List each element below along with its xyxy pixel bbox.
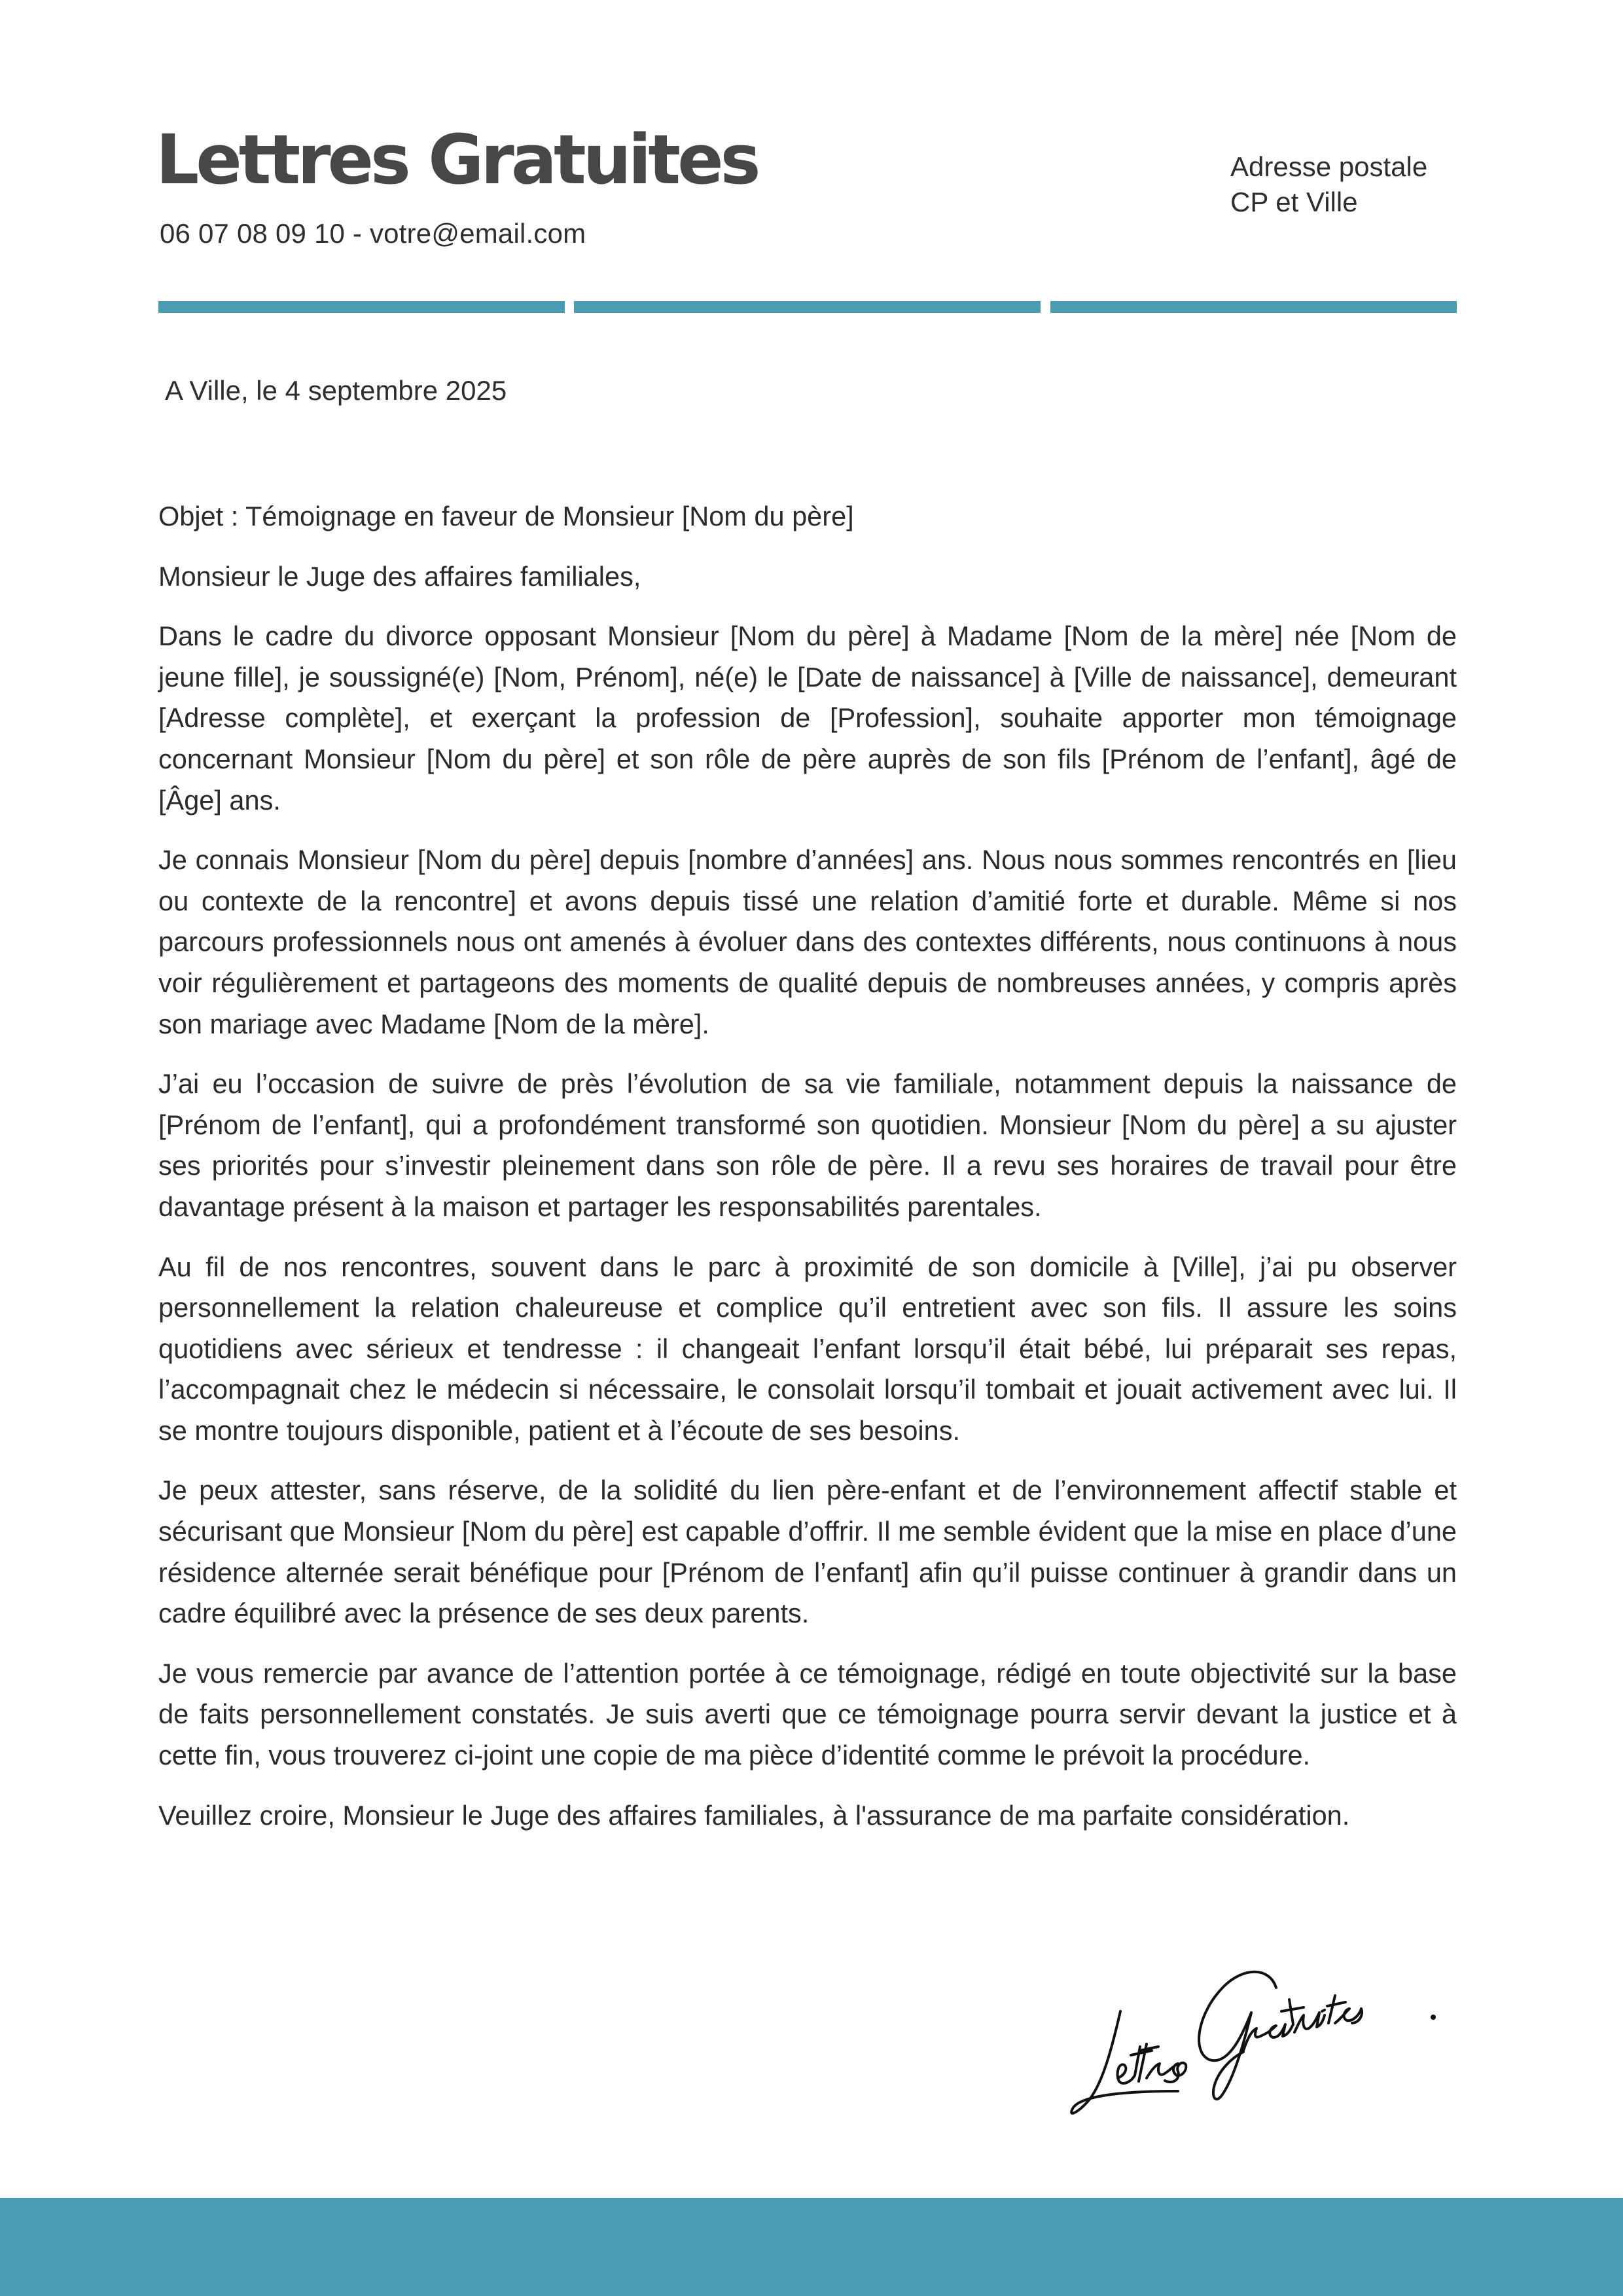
signature-stroke-ettres	[1118, 2044, 1186, 2083]
paragraph-attestation: Je peux attester, sans réserve, de la solidité du lien père-enfant et de l’environnement affectif stable et sécurisant que Monsieur [Nom du père] est capable d’offrir. Il me semble évident que la mise en place d’une résidence alternée serait bénéfique pour [Prénom de l’enfant] afin qu’il puisse continuer à grandir dans un cadre équilibré avec la présence de ses deux parents.	[158, 1475, 1457, 1629]
paragraph-introduction: Dans le cadre du divorce opposant Monsieur [Nom du père] à Madame [Nom de la mère] née [Nom de jeune fille], je soussigné(e) [Nom, Prénom], né(e) le [Date de naissance] à [Ville de naissance], demeurant [Adresse complète], et exerçant la profession de [Profession], souhaite apporter mon témoignage concernant Monsieur [Nom du père] et son rôle de père auprès de son fils [Prénom de l’enfant], âgé de [Âge] ans.	[158, 620, 1457, 816]
accent-bar-middle	[574, 301, 1041, 313]
signature-graphic	[1047, 1947, 1479, 2124]
signature-stroke-l	[1071, 2011, 1178, 2113]
paragraph-relationship: Je connais Monsieur [Nom du père] depuis [nombre d’années] ans. Nous nous sommes rencontrés en [lieu ou contexte de la rencontre] et avons depuis tissé une relation d’amitié forte et durable. Même si nos parcours professionnels nous ont amenés à évoluer dans des contextes différents, nous continuons à nous voir régulièrement et partageons des moments de qualité depuis de nombreuses années, y compris après son mariage avec Madame [Nom de la mère].	[158, 844, 1457, 1039]
signature-stroke-ratuites	[1243, 1996, 1362, 2051]
letter-salutation: Monsieur le Juge des affaires familiales,	[158, 560, 641, 592]
letter-date: A Ville, le 4 septembre 2025	[165, 375, 507, 406]
accent-bar-left	[158, 301, 565, 313]
paragraph-family-life: J’ai eu l’occasion de suivre de près l’évolution de sa vie familiale, notamment depuis la naissance de [Prénom de l’enfant], qui a profondément transformé son quotidien. Monsieur [Nom du père] a su ajuster ses priorités pour s’investir pleinement dans son rôle de père. Il a revu ses horaires de travail pour être davantage présent à la maison et partager les responsabilités parentales.	[158, 1068, 1457, 1222]
address-line-street: Adresse postale	[1230, 151, 1428, 182]
footer-band	[0, 2198, 1623, 2296]
letter-subject: Objet : Témoignage en faveur de Monsieur [Nom du père]	[158, 501, 854, 531]
postal-address	[1230, 149, 1427, 220]
address-line-city: CP et Ville	[1230, 187, 1358, 217]
handwritten-signature	[1047, 1947, 1479, 2124]
brand-title: Lettres Gratuites	[156, 120, 758, 200]
letter-body	[158, 496, 1457, 1855]
signature-dot	[1431, 2015, 1436, 2020]
accent-bar-right	[1050, 301, 1457, 313]
paragraph-thanks: Je vous remercie par avance de l’attention portée à ce témoignage, rédigé en toute objectivité sur la base de faits personnellement constatés. Je suis averti que ce témoignage pourra servir devant la justice et à cette fin, vous trouverez ci-joint une copie de ma pièce d’identité comme le prévoit la procédure.	[158, 1657, 1457, 1771]
paragraph-observations: Au fil de nos rencontres, souvent dans le parc à proximité de son domicile à [Ville], j’ai pu observer personnellement la relation chaleureuse et complice qu’il entretient avec son fils. Il assure les soins quotidiens avec sérieux et tendresse : il changeait l’enfant lorsqu’il était bébé, lui préparait ses repas, l’accompagnait chez le médecin si nécessaire, le consolait lorsqu’il tombait et jouait activement avec lui. Il se montre toujours disponible, patient et à l’écoute de ses besoins.	[158, 1251, 1457, 1446]
accent-divider	[158, 301, 1457, 313]
contact-line: 06 07 08 09 10 - votre@email.com	[160, 218, 586, 249]
paragraph-closing: Veuillez croire, Monsieur le Juge des affaires familiales, à l'assurance de ma parfaite considération.	[158, 1799, 1350, 1831]
